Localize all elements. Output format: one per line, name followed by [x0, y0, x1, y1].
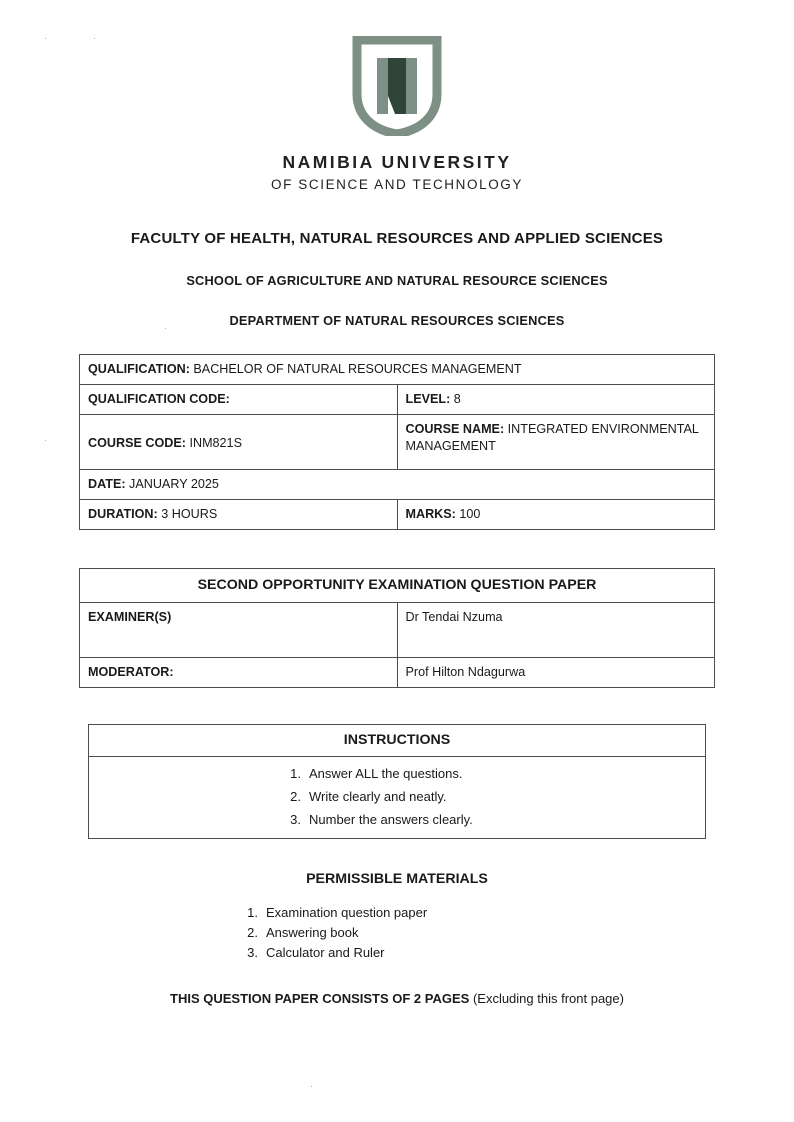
list-item: [290, 809, 697, 832]
scan-mark: .: [44, 30, 48, 42]
duration-cell: [80, 500, 398, 530]
level-cell: [397, 385, 715, 415]
list-item-text: Write clearly and neatly.: [309, 789, 447, 805]
table-row: [80, 603, 715, 658]
list-item: [290, 763, 697, 786]
marks-cell: [397, 500, 715, 530]
table-row: [80, 569, 715, 603]
list-item-text: Examination question paper: [266, 904, 428, 920]
table-row: [80, 658, 715, 688]
marks-value: 100: [459, 507, 481, 521]
page-count-normal: (Excluding this front page): [469, 991, 624, 1007]
level-value: 8: [453, 392, 461, 406]
table-row: [80, 355, 715, 385]
nust-shield-logo-icon: [351, 36, 443, 136]
permissible-materials-heading: PERMISSIBLE MATERIALS: [306, 870, 488, 887]
university-subtitle: OF SCIENCE AND TECHNOLOGY: [270, 177, 524, 192]
course-code-value: INM821S: [189, 436, 242, 450]
list-item-text: Answering book: [266, 924, 359, 940]
course-name-cell: [397, 415, 715, 470]
list-item-number: 1.: [290, 766, 301, 782]
examiner-value: Dr Tendai Nzuma: [397, 603, 715, 658]
marks-label: MARKS:: [405, 507, 456, 521]
date-cell: [80, 470, 715, 500]
table-row: [80, 500, 715, 530]
qualification-label: QUALIFICATION:: [88, 362, 190, 376]
qualification-code-cell: [80, 385, 398, 415]
list-item-number: 1.: [247, 904, 258, 920]
table-row: [89, 725, 706, 757]
instructions-table: [88, 724, 706, 838]
examination-details-table: [79, 568, 715, 688]
level-label: LEVEL:: [405, 392, 451, 406]
list-item-text: Number the answers clearly.: [309, 811, 473, 827]
qualification-info-table: [79, 354, 715, 530]
table-row: [80, 470, 715, 500]
scan-mark: .: [310, 1078, 314, 1090]
instructions-body: [89, 757, 706, 838]
examiner-label: EXAMINER(S): [80, 603, 398, 658]
permissible-materials-list: [0, 903, 794, 963]
table-row: [80, 385, 715, 415]
list-item-number: 3.: [247, 944, 258, 960]
course-name-value: INTEGRATED ENVIRONMENTAL MANAGEMENT: [405, 422, 699, 453]
list-item-number: 2.: [290, 789, 301, 805]
logo-container: [0, 0, 794, 136]
date-value: JANUARY 2025: [129, 477, 219, 491]
moderator-label: MODERATOR:: [80, 658, 398, 688]
school-heading: SCHOOL OF AGRICULTURE AND NATURAL RESOURCE SCIENCES: [186, 273, 608, 288]
scan-mark: .: [93, 30, 97, 42]
instructions-heading: INSTRUCTIONS: [89, 725, 706, 757]
instructions-list: [97, 763, 697, 831]
university-name: NAMIBIA UNIVERSITY: [282, 152, 512, 172]
list-item-number: 2.: [247, 924, 258, 940]
list-item-number: 3.: [290, 811, 301, 827]
list-item-text: Answer ALL the questions.: [309, 766, 463, 782]
department-heading: DEPARTMENT OF NATURAL RESOURCES SCIENCES: [229, 313, 565, 328]
page-count-bold: THIS QUESTION PAPER CONSISTS OF 2 PAGES: [170, 991, 470, 1007]
list-item: [247, 903, 794, 923]
exam-paper-title: SECOND OPPORTUNITY EXAMINATION QUESTION PAPER: [80, 569, 715, 603]
course-code-label: COURSE CODE:: [88, 436, 186, 450]
scan-mark: .: [44, 432, 48, 444]
scan-mark: .: [164, 320, 168, 332]
qualification-value: BACHELOR OF NATURAL RESOURCES MANAGEMENT: [193, 362, 522, 376]
duration-value: 3 HOURS: [161, 507, 218, 521]
qualification-cell: [80, 355, 715, 385]
duration-label: DURATION:: [88, 507, 158, 521]
faculty-heading: FACULTY OF HEALTH, NATURAL RESOURCES AND APPLIED SCIENCES: [130, 230, 664, 247]
qualification-code-label: QUALIFICATION CODE:: [88, 392, 230, 406]
list-item-text: Calculator and Ruler: [266, 944, 385, 960]
table-row: [89, 757, 706, 838]
moderator-value: Prof Hilton Ndagurwa: [397, 658, 715, 688]
course-name-label: COURSE NAME:: [405, 422, 505, 436]
date-label: DATE:: [88, 477, 126, 491]
list-item: [290, 786, 697, 809]
list-item: [247, 943, 794, 963]
course-code-cell: [80, 415, 398, 470]
table-row: [80, 415, 715, 470]
page-count-note: [0, 991, 794, 1006]
list-item: [247, 923, 794, 943]
